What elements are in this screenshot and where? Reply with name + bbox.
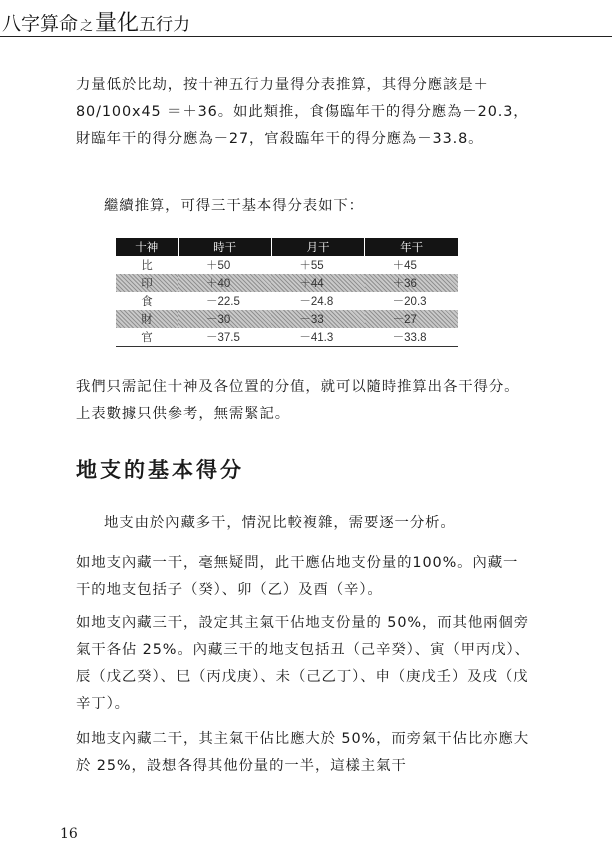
table-row: [116, 328, 458, 347]
page-number: 16: [60, 826, 78, 842]
column-header-month-stem: 月干: [271, 238, 364, 256]
table-cell-hour: －22.5: [206, 296, 240, 308]
table-cell-god: 印: [116, 274, 178, 292]
table-header-row: [116, 238, 458, 256]
paragraph-4: 地支由於內藏多干，情況比較複雜，需要逐一分析。: [104, 515, 456, 531]
table-cell-year: －33.8: [365, 328, 458, 347]
table-cell-hour: －30: [178, 310, 271, 328]
paragraph-5: 如地支內藏一干，毫無疑問，此干應佔地支份量的100%。內藏一干的地支包括子（癸）、卯（乙）及酉（辛）。: [76, 555, 519, 598]
paragraph-1: 力量低於比劫，按十神五行力量得分表推算，其得分應該是＋80/100x45 ＝＋36。如此類推，食傷臨年干的得分應為－20.3，財臨年干的得分應為－27，官殺臨年干的得分應為－33.8。: [76, 77, 529, 147]
table-cell-month: －41.3: [271, 328, 364, 347]
paragraph-7: 如地支內藏二干，其主氣干佔比應大於 50%，而旁氣干佔比亦應大於 25%，設想各得其他份量的一半，這樣主氣干: [76, 731, 530, 774]
table-row: [116, 310, 458, 328]
table-cell-god: 官: [116, 328, 178, 347]
paragraph-2: 繼續推算，可得三干基本得分表如下：: [104, 198, 364, 214]
table-cell-month: －24.8: [299, 296, 334, 308]
book-title-part-2: 量化: [95, 11, 140, 36]
header-rule: [0, 36, 612, 37]
table-cell-month: －33: [271, 310, 364, 328]
table-cell-month: ＋44: [271, 274, 364, 292]
paragraph-3: 我們只需記住十神及各位置的分值，就可以隨時推算出各干得分。上表數據只供參考，無需緊記。: [76, 379, 520, 422]
book-title-part-3: 五行力: [139, 15, 191, 35]
table-cell-god: 財: [116, 310, 178, 328]
table-cell-hour: －37.5: [178, 328, 271, 347]
table-cell-god: 食: [141, 296, 153, 308]
column-header-hour-stem: 時干: [178, 238, 271, 256]
table-row: [116, 274, 458, 292]
book-title: [2, 6, 190, 37]
paragraph-6: 如地支內藏三干，設定其主氣干佔地支份量的 50%，而其他兩個旁氣干各佔 25%。內藏三干的地支包括丑（己辛癸）、寅（甲丙戊）、辰（戊乙癸）、巳（丙戊庚）、未（己乙丁）、申（庚戊壬）及戌（戊辛丁）。: [76, 615, 530, 712]
table-cell-god: 比: [141, 260, 153, 272]
table-cell-month: ＋55: [299, 260, 324, 272]
table-cell-year: ＋45: [392, 260, 417, 272]
book-title-part-1: 八字算命: [2, 13, 79, 35]
table-row: [116, 256, 458, 274]
column-header-year-stem: 年干: [365, 238, 458, 256]
table-cell-hour: ＋50: [206, 260, 231, 272]
table-cell-hour: ＋40: [178, 274, 271, 292]
section-title: 地支的基本得分: [76, 457, 244, 482]
table-row: [116, 292, 458, 310]
column-header-ten-gods: 十神: [116, 238, 178, 256]
table-cell-year: －27: [365, 310, 458, 328]
running-header: [0, 0, 612, 44]
table-cell-year: －20.3: [392, 296, 427, 308]
basic-score-table: [116, 238, 458, 347]
book-title-connector: 之: [80, 19, 94, 34]
table-cell-year: ＋36: [365, 274, 458, 292]
